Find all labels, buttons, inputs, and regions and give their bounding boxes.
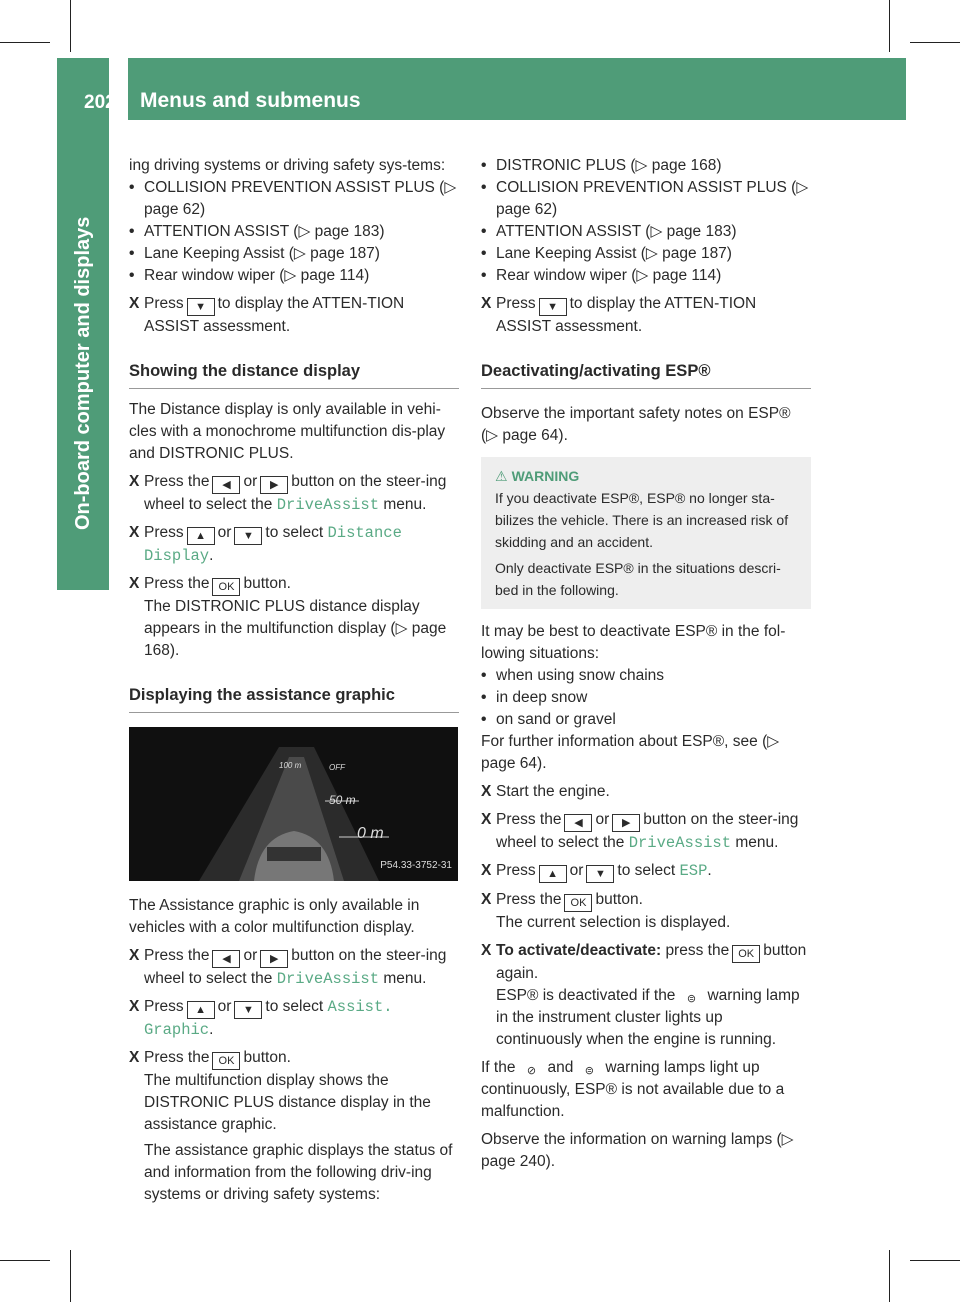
crop-mark <box>910 42 960 43</box>
body-text: Observe the important safety notes on ESP® (▷ page 64). <box>481 405 791 444</box>
menu-link: DriveAssist <box>628 834 732 852</box>
ok-key-icon: OK <box>212 578 240 596</box>
left-key-icon: ◀ <box>212 950 240 968</box>
body-text: The Distance display is only available in vehi-cles with a monochrome multifunction dis-play and DISTRONIC PLUS. <box>129 401 446 462</box>
step: X Press ▼ to display the ATTEN-TION ASSIST assessment. <box>481 295 757 335</box>
section-heading: Displaying the assistance graphic <box>129 684 459 713</box>
down-key-icon: ▼ <box>234 1001 262 1019</box>
crop-mark <box>910 1260 960 1261</box>
warning-icon: ⚠ <box>495 468 508 484</box>
right-key-icon: ▶ <box>260 476 288 494</box>
step: X Press the OK button. The DISTRONIC PLUS distance display appears in the multifunction display (▷ page 168). <box>129 575 447 659</box>
down-key-icon: ▼ <box>586 865 614 883</box>
list-item: • Lane Keeping Assist (▷ page 187) <box>481 243 811 265</box>
crop-mark <box>0 42 50 43</box>
step: X To activate/deactivate: press the OK button again. ESP® is deactivated if the ⊜ warning lamp in the instrument cluster lights up continuously when the engine is running. <box>481 942 807 1048</box>
left-key-icon: ◀ <box>212 476 240 494</box>
step: X Press the ◀ or ▶ button on the steer-ing wheel to select the DriveAssist menu. <box>129 473 447 514</box>
right-column <box>481 155 811 1173</box>
step: X Press the OK button. The multifunction display shows the DISTRONIC PLUS distance display in the assistance graphic. <box>129 1049 431 1133</box>
menu-link: Distance Display <box>144 524 402 565</box>
step: X Press the ◀ or ▶ button on the steer-ing wheel to select the DriveAssist menu. <box>481 811 799 852</box>
ok-key-icon: OK <box>212 1052 240 1070</box>
crop-mark <box>70 1250 71 1302</box>
esp-off-lamp-icon: ⊜ <box>584 1065 594 1077</box>
menu-link: Assist. Graphic <box>144 998 393 1039</box>
down-key-icon: ▼ <box>539 298 567 316</box>
body-text: It may be best to deactivate ESP® in the fol-lowing situations: <box>481 623 786 662</box>
right-key-icon: ▶ <box>260 950 288 968</box>
list-item: • COLLISION PREVENTION ASSIST PLUS (▷ page 62) <box>481 177 811 221</box>
menu-link: DriveAssist <box>276 970 380 988</box>
list-item: • when using snow chains <box>481 665 811 687</box>
crop-mark <box>70 0 71 52</box>
section-heading: Showing the distance display <box>129 360 459 389</box>
step: X Press ▲ or ▼ to select Distance Display. <box>129 524 402 565</box>
step: X Press ▼ to display the ATTEN-TION ASSIST assessment. <box>129 295 405 335</box>
menu-link: DriveAssist <box>276 496 380 514</box>
list-item: • COLLISION PREVENTION ASSIST PLUS (▷ page 62) <box>129 177 459 221</box>
esp-lamp-icon: ⊘ <box>526 1065 537 1077</box>
divider <box>126 58 128 120</box>
warning-text: Only deactivate ESP® in the situations descri-bed in the following. <box>495 560 781 598</box>
list-item: • on sand or gravel <box>481 709 811 731</box>
list-item: • Rear window wiper (▷ page 114) <box>481 265 811 287</box>
down-key-icon: ▼ <box>234 527 262 545</box>
up-key-icon: ▲ <box>187 1001 215 1019</box>
body-text: If the ⊘ and ⊜ warning lamps light up continuously, ESP® is not available due to a malfunction. <box>481 1059 785 1120</box>
step: X Press the OK button. The current selection is displayed. <box>481 891 731 931</box>
assistance-graphic-image: 100 m OFF 50 m 0 m P54.33-3752-31 <box>129 727 458 881</box>
right-key-icon: ▶ <box>612 814 640 832</box>
body-text: Observe the information on warning lamps (▷ page 240). <box>481 1131 794 1170</box>
step: X Press the ◀ or ▶ button on the steer-ing wheel to select the DriveAssist menu. <box>129 947 447 988</box>
list-item: • in deep snow <box>481 687 811 709</box>
crop-mark <box>889 1250 890 1302</box>
page-title: Menus and submenus <box>140 89 361 112</box>
step: X Press ▲ or ▼ to select ESP. <box>481 860 811 883</box>
menu-link: ESP <box>679 862 708 880</box>
warning-title: WARNING <box>511 468 580 484</box>
left-column <box>129 155 459 1206</box>
list-item: • Rear window wiper (▷ page 114) <box>129 265 459 287</box>
down-key-icon: ▼ <box>187 298 215 316</box>
step: X Start the engine. <box>481 783 610 800</box>
ok-key-icon: OK <box>564 894 592 912</box>
list-item: • ATTENTION ASSIST (▷ page 183) <box>129 221 459 243</box>
section-heading: Deactivating/activating ESP® <box>481 360 811 389</box>
up-key-icon: ▲ <box>187 527 215 545</box>
body-text: The Assistance graphic is only available in vehicles with a color multifunction display. <box>129 897 420 936</box>
up-key-icon: ▲ <box>539 865 567 883</box>
intro-text: ing driving systems or driving safety sys-tems: <box>129 157 446 174</box>
crop-mark <box>889 0 890 52</box>
list-item: • Lane Keeping Assist (▷ page 187) <box>129 243 459 265</box>
list-item: • DISTRONIC PLUS (▷ page 168) <box>481 155 811 177</box>
list-item: • ATTENTION ASSIST (▷ page 183) <box>481 221 811 243</box>
warning-text: If you deactivate ESP®, ESP® no longer sta-bilizes the vehicle. There is an increased risk of skidding and an accident. <box>495 490 789 550</box>
ok-key-icon: OK <box>732 945 760 963</box>
side-label: On-board computer and displays <box>72 216 94 530</box>
figure-caption: P54.33-3752-31 <box>380 860 452 871</box>
left-key-icon: ◀ <box>564 814 592 832</box>
esp-off-lamp-icon: ⊜ <box>686 993 697 1005</box>
crop-mark <box>0 1260 50 1261</box>
step: X Press ▲ or ▼ to select Assist. Graphic. <box>129 998 393 1039</box>
page-number: 202 <box>84 92 116 113</box>
warning-box <box>481 457 811 609</box>
body-text: The assistance graphic displays the status of and information from the following driv-ing systems or driving safety systems: <box>144 1142 453 1203</box>
body-text: For further information about ESP®, see (▷ page 64). <box>481 733 780 772</box>
